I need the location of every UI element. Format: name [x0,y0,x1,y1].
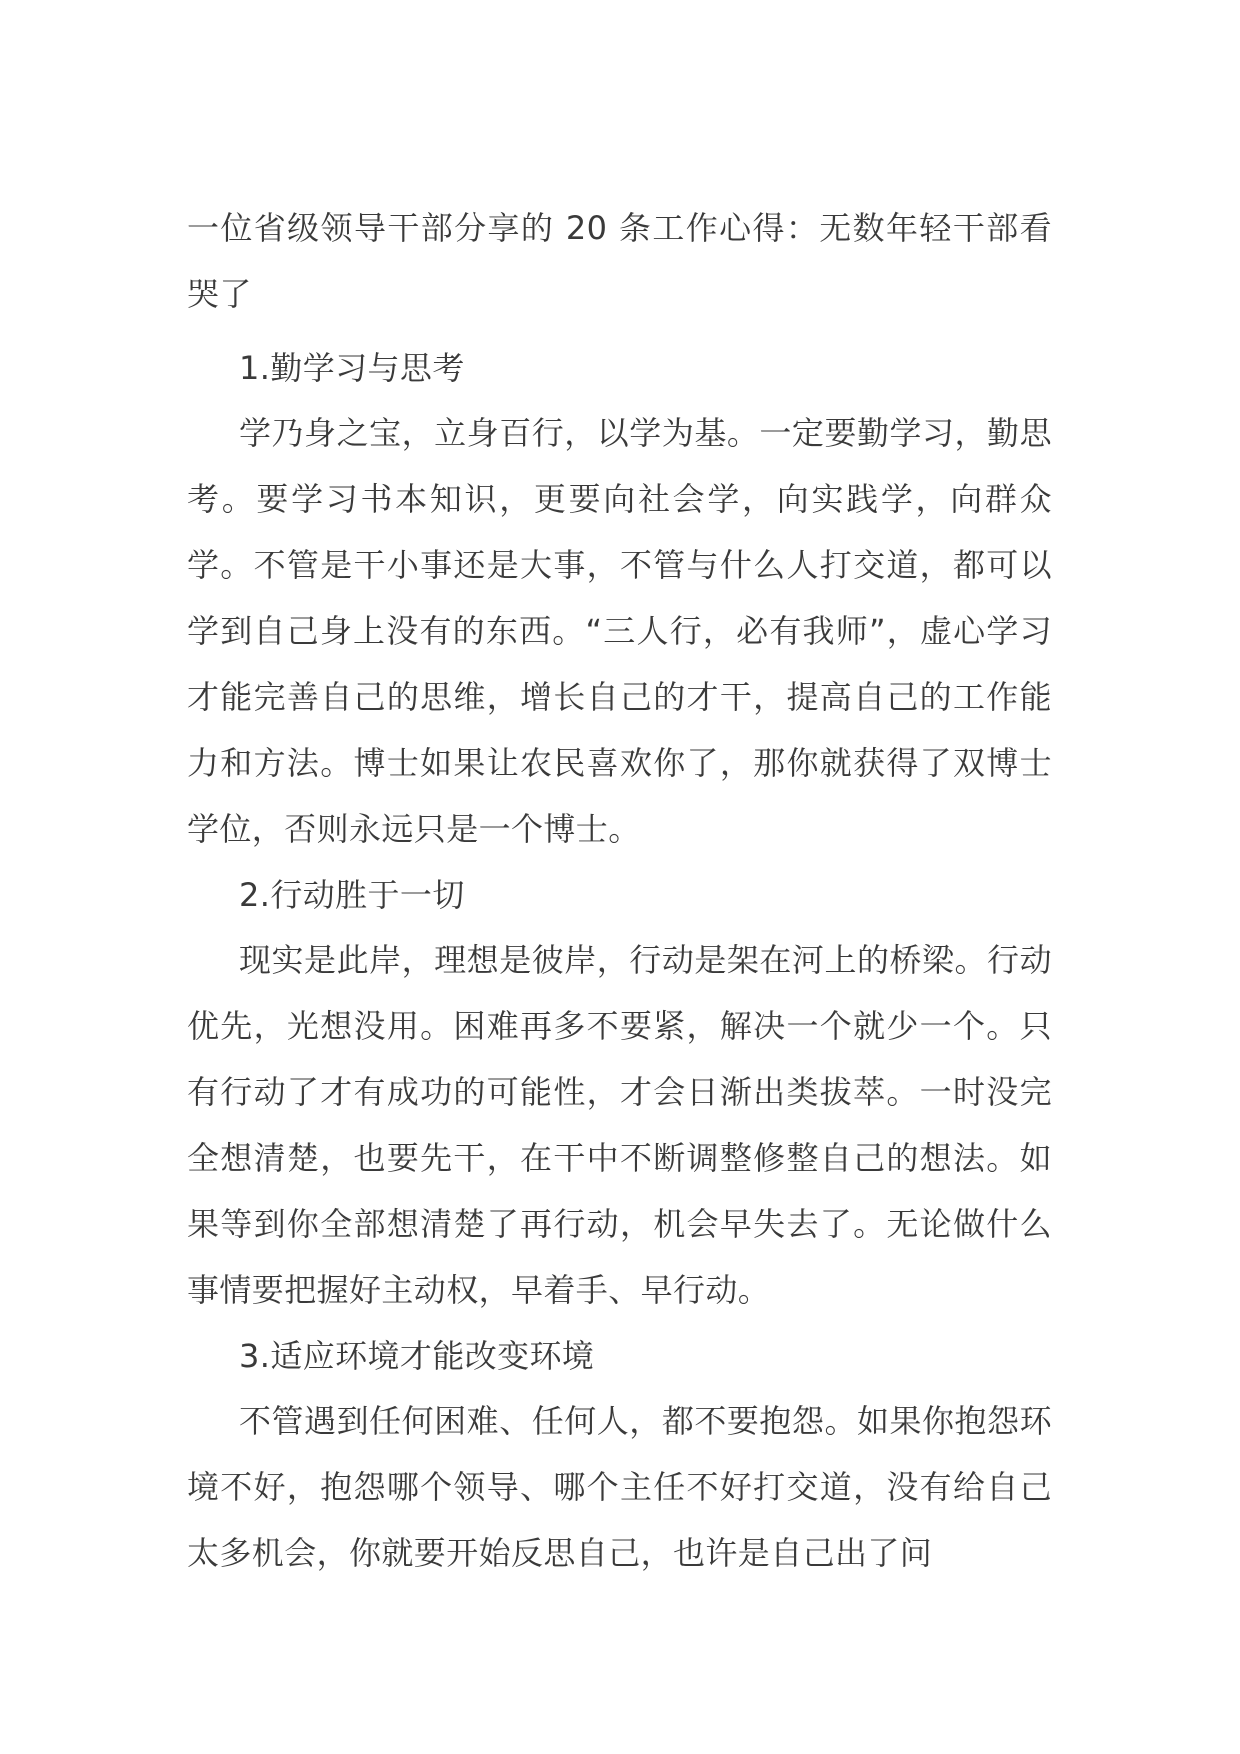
section-body-3: 不管遇到任何困难、任何人，都不要抱怨。如果你抱怨环境不好，抱怨哪个领导、哪个主任不好打交道，没有给自己太多机会，你就要开始反思自己，也许是自己出了问 [187,1402,1052,1572]
section-body-1: 学乃身之宝，立身百行，以学为基。一定要勤学习，勤思考。要学习书本知识，更要向社会学，向实践学，向群众学。不管是干小事还是大事，不管与什么人打交道，都可以学到自己身上没有的东西。“三人行，必有我师”，虚心学习才能完善自己的思维，增长自己的才干，提高自己的工作能力和方法。博士如果让农民喜欢你了，那你就获得了双博士学位，否则永远只是一个博士。 [187,414,1052,848]
section-heading-1: 1.勤学习与思考 [239,349,465,387]
section-body-2: 现实是此岸，理想是彼岸，行动是架在河上的桥梁。行动优先，光想没用。困难再多不要紧，解决一个就少一个。只有行动了才有成功的可能性，才会日渐出类拔萃。一时没完全想清楚，也要先干，在干中不断调整修整自己的想法。如果等到你全部想清楚了再行动，机会早失去了。无论做什么事情要把握好主动权，早着手、早行动。 [187,941,1052,1309]
document-title: 一位省级领导干部分享的 20 条工作心得：无数年轻干部看哭了 [187,209,1052,313]
document-body [187,195,1052,1586]
section-heading-3: 3.适应环境才能改变环境 [239,1337,595,1375]
section-heading-2: 2.行动胜于一切 [239,876,465,914]
